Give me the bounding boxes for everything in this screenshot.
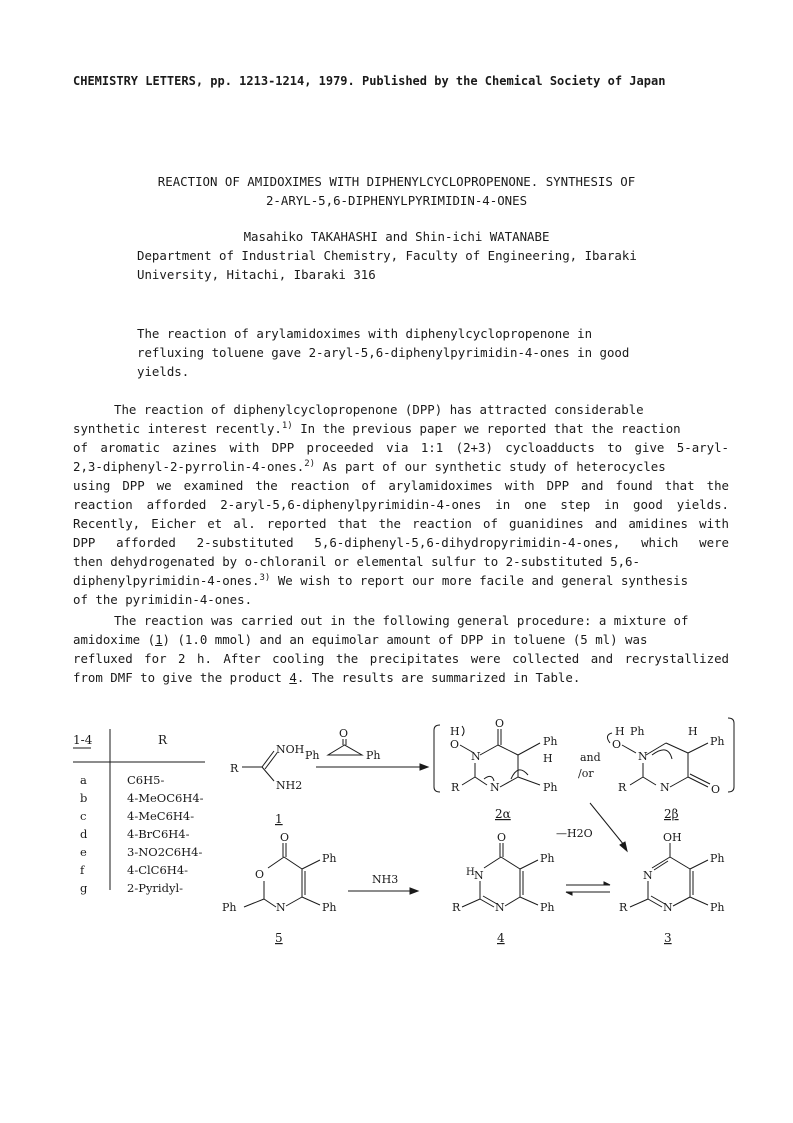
c2b-h2-label: H [688,725,698,738]
intermediate-2b-structure [607,718,734,821]
and-label: and [580,751,601,764]
c4-bond-ph2 [520,897,538,905]
c2a-ring-1 [480,745,498,755]
c4-n2-label: N [495,901,505,914]
compound-1-structure [230,743,304,826]
c2a-bond-ph1 [518,743,540,755]
affiliation-line2: University, Hitachi, Ibaraki 316 [137,267,376,282]
body-p2-line3: refluxed for 2 h. After cooling the precipitates were collected and recrystallized [73,651,729,666]
body-p1-line3: of aromatic azines with DPP proceeded via 1:1 (2+3) cycloadducts to give 5-aryl- [73,440,729,455]
c5-ring-3 [264,899,276,907]
row-r-e: 3-NO2C6H4- [127,845,203,859]
paper-title-line2: 2-ARYL-5,6-DIPHENYLPYRIMIDIN-4-ONES [265,193,528,208]
c2b-number-label: 2β [664,807,679,821]
body-p1-line9: then dehydrogenated by o-chloranil or elemental sulfur to 2-substituted 5,6- [73,554,640,569]
c4-number-label: 4 [497,931,505,945]
compound-ref-4: 4 [289,670,297,685]
c3-ring-4 [673,897,690,906]
body-p1-line10: diphenylpyrimidin-4-ones.$^{3)}$ We wish to report our more facile and general synthesis [73,573,689,588]
substituent-table [73,729,205,895]
c1-nh2-label: NH2 [276,779,303,792]
ref-3: 3) [259,573,271,583]
compound-5-structure [222,831,337,945]
reaction-scheme [0,715,793,950]
c2a-r-label: R [451,781,460,794]
bracket-left [434,725,440,792]
dpp-reagent [305,727,428,770]
equilibrium-arrows [566,882,610,895]
c2b-bond-on [622,745,636,753]
c3-ph2: Ph [710,901,725,914]
c3-n1-label: N [643,869,653,882]
c4-ring-1 [484,857,501,868]
reaction-arrow-1-head [420,764,428,770]
body-p2-line4: from DMF to give the product 4. The results are summarized in Table. [73,670,581,685]
or-label: /or [578,767,594,780]
c4-ring-3 [480,899,494,907]
row-r-b: 4-MeOC6H4- [127,791,204,805]
equilibrium-top-head [604,882,610,885]
dehydration-arrow [556,803,627,851]
body-p1-line6: reaction afforded 2-aryl-5,6-diphenylpyrimidin-4-ones in one step in good yields. [73,497,729,512]
c2b-arrow [652,750,672,759]
c2b-ring-1 [646,743,666,755]
c4-n1-label: N [474,869,484,882]
c4-ring-6 [501,857,520,869]
c5-ring-4 [286,897,302,906]
dpp-ring [328,745,362,755]
c4-bond-r [462,899,480,907]
c3-ph1: Ph [710,852,725,865]
c3-r-label: R [619,901,628,914]
c5-bond-ph3 [244,899,264,907]
body-p2-line1: The reaction was carried out in the following general procedure: a mixture of [114,613,689,628]
c2b-n2-label: N [660,781,670,794]
body-p1-line8: DPP afforded 2-substituted 5,6-diphenyl-5,6-dihydropyrimidin-4-ones, which were [73,535,729,550]
ref-1: 1) [281,421,293,431]
c1-noh-label: NOH [276,743,305,756]
c5-ph2: Ph [322,901,337,914]
abstract-line1: The reaction of arylamidoximes with diphenylcyclopropenone in [137,326,593,341]
minus-water-label: —H2O [556,827,593,840]
c2a-n1-label: N [471,750,481,763]
c3-oh-label: OH [663,831,682,844]
c5-o-ring: O [255,868,265,881]
body-p1-line1: The reaction of diphenylcyclopropenone (DPP) has attracted considerable [114,402,644,417]
c2b-ring-2 [666,743,688,753]
nh3-label: NH3 [372,873,399,886]
c2a-o2-label: O [495,717,505,730]
table-header-compounds: 1-4 [73,733,93,747]
c5-n-label: N [276,901,286,914]
c2a-bond-ph2 [518,777,540,785]
c2a-n2-label: N [490,781,500,794]
c5-bond-ph2 [302,897,320,905]
dpp-o-label: O [339,727,349,740]
c2a-ring-4 [500,777,518,787]
bracket-right [728,718,734,792]
c4-ring-4 [505,897,520,906]
c2b-o2-label: O [711,783,721,796]
c2b-o-label: O [612,738,622,751]
row-id-a: a [80,773,87,787]
c4-r-label: R [452,901,461,914]
c4-bond-ph1 [520,860,538,869]
c2b-bond-r [630,777,643,785]
ref-2: 2) [304,459,316,469]
dehydration-arrow-head [620,842,627,851]
c3-bond-ph2 [690,897,708,905]
compound-ref-1: 1 [155,632,163,647]
table-row-ids [80,773,88,895]
c5-bond-ph1 [302,860,320,869]
c4-ph2: Ph [540,901,555,914]
row-r-c: 4-MeC6H4- [127,809,195,823]
c2a-o-label: O [450,738,460,751]
c3-bond-r [630,899,648,907]
row-r-a: C6H5- [127,773,165,787]
c4-ph1: Ph [540,852,555,865]
paper-title-line1: REACTION OF AMIDOXIMES WITH DIPHENYLCYCLOPROPENONE. SYNTHESIS OF [157,174,636,189]
row-r-d: 4-BrC6H4- [127,827,190,841]
c2b-ring-5 [643,777,656,785]
dehydration-arrow-line [590,803,624,845]
row-id-c: c [80,809,87,823]
row-r-f: 4-ClC6H4- [127,863,189,877]
c2a-bond-r [462,777,475,785]
body-p1-line7: Recently, Eicher et al. reported that the reaction of guanidines and amidines with [73,516,729,531]
row-id-d: d [80,827,88,841]
c3-number-label: 3 [664,931,672,945]
c2a-h2-label: H [543,752,553,765]
dpp-ph-left: Ph [305,749,320,762]
affiliation-line1: Department of Industrial Chemistry, Faculty of Engineering, Ibaraki [137,248,637,263]
c2b-n1-label: N [638,750,648,763]
ammonia-arrow-head [410,888,418,894]
c5-number-label: 5 [275,931,283,945]
row-id-f: f [80,863,85,877]
equilibrium-bottom-head [566,892,572,895]
c3-ring-3 [648,899,662,907]
c4-o-top: O [497,831,507,844]
c2b-ph-label: Ph [710,735,725,748]
c5-ring-1 [268,857,284,868]
c2b-h-label: H [615,725,625,738]
body-p1-line4: 2,3-diphenyl-2-pyrrolin-4-ones.$^{2)}$ As part of our synthetic study of heterocycles [73,459,666,474]
c1-r-label: R [230,762,239,775]
c3-ring-1 [652,857,670,868]
c2a-ring-2 [498,745,518,755]
row-id-e: e [80,845,87,859]
c2a-h-label: H [450,725,460,738]
journal-header: CHEMISTRY LETTERS, pp. 1213-1214, 1979. Published by the Chemical Society of Japan [73,74,666,88]
c5-ph3: Ph [222,901,237,914]
c5-ph1: Ph [322,852,337,865]
c2b-ph-top: Ph [630,725,645,738]
c5-o-top: O [280,831,290,844]
row-r-g: 2-Pyridyl- [127,881,184,895]
ammonia-arrow [348,873,418,894]
body-p1-line11: of the pyrimidin-4-ones. [73,592,253,607]
c3-ring-6 [670,857,690,869]
compound-4-structure [452,831,555,945]
c3-n2-label: N [663,901,673,914]
c2b-r-label: R [618,781,627,794]
abstract-line2: refluxing toluene gave 2-aryl-5,6-diphenylpyrimidin-4-ones in good [137,345,630,360]
body-p1-line5: using DPP we examined the reaction of arylamidoximes with DPP and found that the [73,478,729,493]
c2a-ph1-label: Ph [543,735,558,748]
table-row-r [127,773,204,895]
body-p1-line2: synthetic interest recently.$^{1)}$ In the previous paper we reported that the reaction [73,421,681,436]
c2a-ph2-label: Ph [543,781,558,794]
authors: Masahiko TAKAHASHI and Shin-ichi WATANABE [243,229,550,244]
c4-h-label: H [466,867,475,878]
body-p2-line2: amidoxime (1) (1.0 mmol) and an equimolar amount of DPP in toluene (5 ml) was [73,632,648,647]
c2a-arrow-h [462,726,464,736]
c3-bond-ph1 [690,860,708,869]
c1-bond-nh2 [262,767,274,781]
dpp-ph-right: Ph [366,749,381,762]
table-header-r: R [158,733,168,747]
c2b-ring-4 [670,777,688,787]
row-id-b: b [80,791,88,805]
c2b-bond-ph [688,743,708,753]
c5-ring-6 [284,857,302,869]
row-id-g: g [80,881,88,895]
abstract-line3: yields. [137,364,190,379]
c2a-number-label: 2α [495,807,511,821]
compound-3-structure [619,831,725,945]
intermediate-2a-structure [434,717,558,821]
c1-number-label: 1 [275,812,283,826]
